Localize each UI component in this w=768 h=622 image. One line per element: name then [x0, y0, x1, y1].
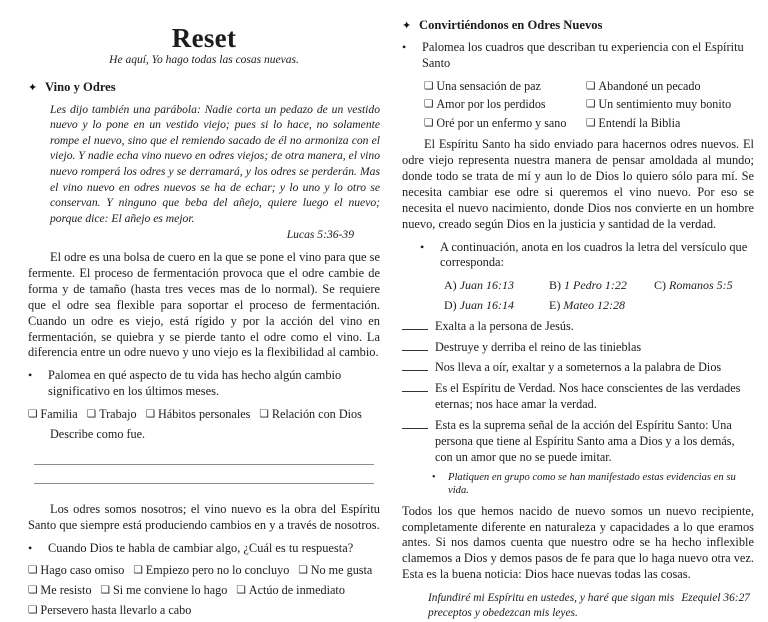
answer-item-3	[402, 360, 754, 376]
closing-scripture-reference: Ezequiel 36:27	[681, 592, 750, 605]
checkbox-icon: ❏	[133, 564, 143, 577]
dot-bullet-icon: •	[28, 368, 33, 383]
answer-label: Es el Espíritu de Verdad. Nos hace conscientes de las verdades eternas; nos hace amar la verdad.	[435, 381, 741, 412]
verse-option-a	[444, 276, 549, 295]
checkbox-option-hago-caso-omiso[interactable]	[28, 563, 124, 577]
checkbox-label: Hago caso omiso	[40, 563, 125, 578]
closing-scripture-text: Infundiré mi Espíritu en ustedes, y haré que sigan mis preceptos y obedezcan mis leyes.	[428, 592, 675, 620]
answer-blank-input[interactable]	[402, 341, 428, 351]
checkbox-option-entendi-la-biblia[interactable]	[586, 114, 748, 133]
question-palomea-experiencia	[402, 40, 754, 72]
verse-letter: D)	[444, 297, 457, 312]
verse-option-list	[402, 276, 754, 314]
checkbox-option-amor-por-los-perdidos[interactable]	[424, 95, 586, 114]
checkbox-option-actuo-de-inmediato[interactable]	[236, 583, 345, 597]
checkbox-options-respuesta-row3	[28, 601, 380, 620]
verse-letter: E)	[549, 297, 561, 312]
section-heading-label: Convirtiéndonos en Odres Nuevos	[419, 18, 603, 32]
checkbox-option-sentimiento-muy-bonito[interactable]	[586, 95, 748, 114]
checkbox-icon: ❏	[424, 117, 434, 130]
checkbox-label: Empiezo pero no lo concluyo	[145, 563, 290, 578]
answer-blank-input[interactable]	[402, 320, 428, 330]
checkbox-option-empiezo-pero-no-concluyo[interactable]	[133, 563, 289, 577]
verse-reference: Juan 16:13	[459, 278, 514, 293]
answer-label: Destruye y derriba el reino de las tinieblas	[435, 339, 642, 354]
checkbox-label: Trabajo	[99, 407, 137, 422]
verse-reference: Romanos 5:5	[669, 278, 733, 293]
checkbox-icon: ❏	[145, 408, 155, 421]
answer-label: Esta es la suprema señal de la acción del Espíritu Santo: Una persona que tiene al Espíritu Santo ama a Dios y a los demás, con un amor que no se puede imitar.	[435, 418, 735, 464]
paragraph-espiritu-santo: El Espíritu Santo ha sido enviado para hacernos odres nuevos. El odre viejo representa nuestra manera de pensar amoldada al mundo; donde todo se trata de mí y aun lo de Dios lo quiero sólo para mí. Se necesita cambiar ese odre si queremos el vino nuevo. Por eso se necesita el nuevo nacimiento, donde Dios nos convierte en un hombre nuevo, creado según Dios en la justicia y santidad de la verdad.	[402, 137, 754, 231]
answer-item-5	[402, 418, 754, 466]
verse-option-empty	[654, 296, 759, 315]
checkbox-icon: ❏	[586, 79, 596, 92]
checkbox-option-si-me-conviene[interactable]	[101, 583, 228, 597]
question-label: Cuando Dios te habla de cambiar algo, ¿Cuál es tu respuesta?	[48, 540, 354, 555]
checkbox-icon: ❏	[298, 564, 308, 577]
page-title: Reset	[171, 23, 237, 53]
write-in-line-1[interactable]	[34, 464, 374, 465]
dot-bullet-icon: •	[420, 239, 425, 254]
group-note-label: Platiquen en grupo como se han manifestado estas evidencias en su vida.	[448, 471, 736, 497]
scripture-quote-lucas: Les dijo también una parábola: Nadie corta un pedazo de un vestido nuevo y lo pone en un vestido viejo; pues si lo hace, no solamente rompe el nuevo, sino que el remiendo sacado de él no armoniza con el viejo. Y nadie echa vino nuevo en odres viejos; de otra manera, el vino nuevo romperá los odres y se derramará, y los odres se perderán. Mas el vino nuevo en odres nuevos se ha de echar; y lo uno y lo otro se conservan. Y ninguno que beba del añejo, quiere luego el nuevo; porque dice: El añejo es mejor.	[50, 102, 380, 225]
verse-letter: A)	[444, 278, 457, 293]
checkbox-option-ore-por-un-enfermo[interactable]	[424, 114, 586, 133]
paragraph-odres-somos-nosotros: Los odres somos nosotros; el vino nuevo es la obra del Espíritu Santo que siempre está produciendo cambios en y a través de nosotros.	[28, 501, 380, 532]
verse-option-d	[444, 296, 549, 315]
verse-reference: 1 Pedro 1:22	[564, 278, 627, 293]
question-anota-letra-versiculo	[402, 240, 754, 272]
checkbox-grid-row	[424, 114, 754, 133]
verse-option-e	[549, 296, 654, 315]
checkbox-label: Si me conviene lo hago	[112, 583, 228, 598]
checkbox-icon: ❏	[100, 584, 110, 597]
answer-item-4	[402, 381, 754, 413]
checkbox-option-relacion-con-dios[interactable]	[259, 407, 361, 421]
checkbox-option-me-resisto[interactable]	[28, 583, 92, 597]
verse-letter: C)	[654, 278, 666, 293]
answer-item-1	[402, 319, 754, 335]
answer-blank-input[interactable]	[402, 419, 428, 429]
checkbox-grid-row	[424, 95, 754, 114]
checkbox-icon: ❏	[236, 584, 246, 597]
dot-bullet-icon: •	[28, 540, 33, 555]
scripture-reference-lucas: Lucas 5:36-39	[286, 228, 354, 242]
checkbox-option-sensacion-de-paz[interactable]	[424, 77, 586, 96]
closing-scripture-block	[402, 591, 754, 622]
describe-prompt: Describe como fue.	[50, 426, 146, 441]
answer-blank-input[interactable]	[402, 382, 428, 392]
checkbox-icon: ❏	[28, 584, 38, 597]
checkbox-label: Un sentimiento muy bonito	[598, 97, 732, 112]
group-discussion-note	[402, 471, 754, 498]
question-palomea-cambio	[28, 368, 380, 400]
answer-label: Nos lleva a oír, exaltar y a someternos a la palabra de Dios	[435, 360, 722, 375]
dot-bullet-icon: •	[432, 471, 436, 483]
left-column	[28, 18, 380, 617]
checkbox-icon: ❏	[586, 98, 596, 111]
section-heading-label: Vino y Odres	[45, 80, 116, 95]
paragraph-odre-explicacion: El odre es una bolsa de cuero en la que se pone el vino para que se fermente. El proceso de fermentación provoca que el odre cambie de forma y de tamaño (hasta tres veces mas de lo normal). Se requiere que el odre sea flexible para soportar el proceso de fermentación. Cuando un odre es viejo, está rígido y por la acción del vino en fermentación, se quiebra y se pierde tanto el odre como el vino. La diferencia entre un odre nuevo y uno viejo es la flexibilidad al cambio.	[28, 250, 380, 360]
dot-bullet-icon: •	[402, 39, 407, 54]
answer-blank-input[interactable]	[402, 361, 428, 371]
checkbox-label: No me gusta	[310, 563, 373, 578]
section-heading-vino-y-odres	[28, 80, 380, 96]
checkbox-icon: ❏	[424, 98, 434, 111]
checkbox-label: Familia	[40, 407, 78, 422]
verse-option-row	[444, 296, 754, 315]
experience-checkbox-grid	[402, 77, 754, 134]
checkbox-icon: ❏	[28, 564, 38, 577]
checkbox-label: Una sensación de paz	[436, 78, 541, 93]
checkbox-icon: ❏	[28, 408, 38, 421]
question-label: A continuación, anota en los cuadros la letra del versículo que corresponda:	[440, 239, 748, 270]
checkbox-option-abandone-un-pecado[interactable]	[586, 77, 748, 96]
checkbox-label: Hábitos personales	[157, 407, 251, 422]
answer-label: Exalta a la persona de Jesús.	[435, 318, 574, 333]
checkbox-label: Amor por los perdidos	[436, 97, 546, 112]
checkbox-icon: ❏	[259, 408, 269, 421]
question-label: Palomea en qué aspecto de tu vida has hecho algún cambio significativo en los últimos meses.	[48, 368, 342, 399]
question-label: Palomea los cuadros que describan tu experiencia con el Espíritu Santo	[422, 39, 744, 70]
verse-option-b	[549, 276, 654, 295]
answer-item-2	[402, 340, 754, 356]
checkbox-options-respuesta-row1	[28, 561, 380, 580]
checkbox-grid-row	[424, 77, 754, 96]
paragraph-nuevo-recipiente: Todos los que hemos nacido de nuevo somos un nuevo recipiente, completamente diferente en naturaleza y capacidades a lo que eramos antes. Si nos damos cuenta que nuestro odre se ha hecho inflexible clamemos a Dios y demos pasos de fe para que lo haga nuevo otra vez. Esta es la buena noticia: Dios hace nuevas todas las cosas.	[402, 503, 754, 582]
star-bullet-icon: ✦	[402, 20, 412, 32]
checkbox-label: Relación con Dios	[271, 407, 362, 422]
checkbox-label: Persevero hasta llevarlo a cabo	[40, 602, 192, 617]
checkbox-icon: ❏	[424, 79, 434, 92]
checkbox-icon: ❏	[86, 408, 97, 421]
checkbox-options-cambio	[28, 405, 380, 424]
verse-option-c	[654, 276, 759, 295]
checkbox-options-respuesta-row2	[28, 581, 380, 600]
verse-letter: B)	[549, 278, 561, 293]
star-bullet-icon: ✦	[28, 82, 38, 95]
section-heading-odres-nuevos	[402, 18, 754, 34]
verse-reference: Mateo 12:28	[563, 297, 625, 312]
checkbox-label: Actúo de inmediato	[248, 583, 345, 598]
checkbox-option-no-me-gusta[interactable]	[298, 563, 372, 577]
checkbox-label: Entendí la Biblia	[598, 116, 681, 131]
checkbox-option-familia[interactable]	[28, 407, 78, 421]
checkbox-label: Abandoné un pecado	[598, 78, 701, 93]
verse-reference: Juan 16:14	[459, 297, 514, 312]
page-subtitle: He aquí, Yo hago todas las cosas nuevas.	[109, 54, 299, 67]
checkbox-label: Oré por un enfermo y sano	[436, 116, 567, 131]
question-respuesta-cambio	[28, 541, 380, 557]
write-in-line-2[interactable]	[34, 483, 374, 484]
checkbox-option-trabajo[interactable]	[87, 407, 137, 421]
checkbox-icon: ❏	[28, 603, 38, 616]
checkbox-option-persevero[interactable]	[28, 603, 191, 617]
checkbox-icon: ❏	[586, 117, 596, 130]
verse-option-row	[444, 276, 754, 295]
right-column	[402, 18, 754, 620]
checkbox-label: Me resisto	[40, 583, 92, 598]
checkbox-option-habitos[interactable]	[146, 407, 251, 421]
